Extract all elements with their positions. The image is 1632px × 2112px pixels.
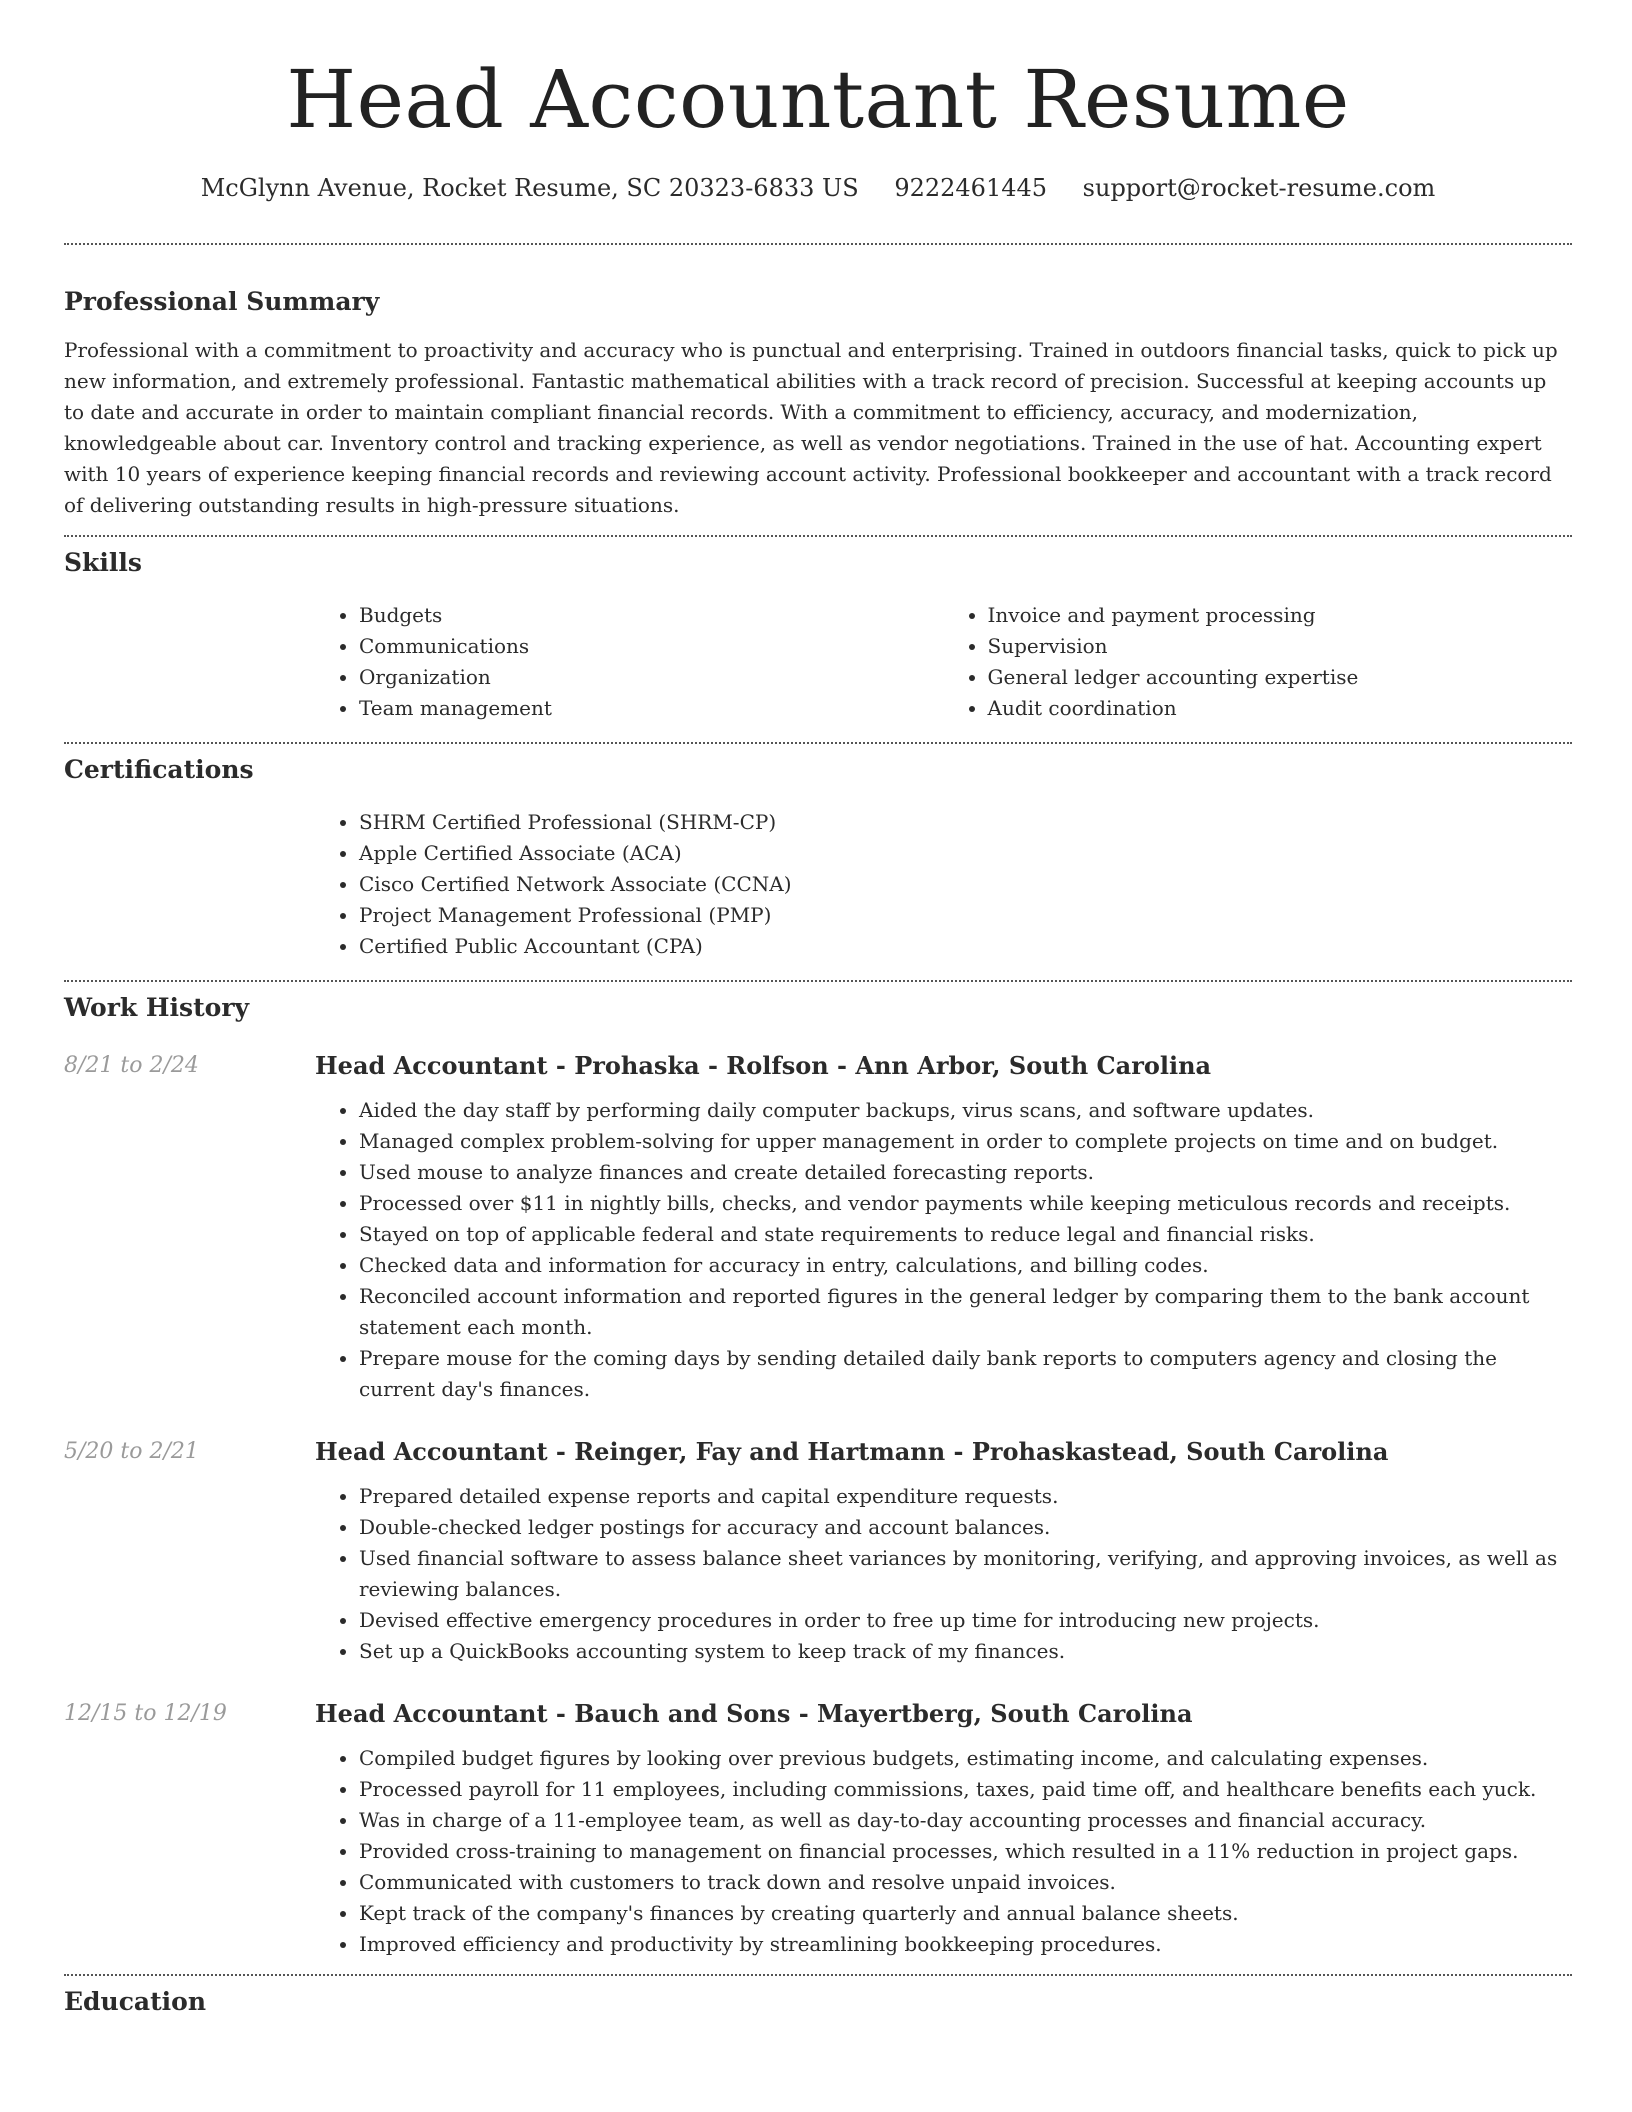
job-bullet: • Devised effective emergency procedures in order to free up time for introducing new projects.	[359, 1605, 1572, 1636]
job-title: Head Accountant - Reinger, Fay and Hartmann - Prohaskastead, South Carolina	[315, 1437, 1389, 1466]
job-bullet: • Communicated with customers to track down and resolve unpaid invoices.	[359, 1867, 1572, 1898]
job-bullet: • Double-checked ledger postings for accuracy and account balances.	[359, 1512, 1572, 1543]
certification-item: • Certified Public Accountant (CPA)	[359, 931, 1572, 962]
divider	[64, 742, 1572, 744]
certifications-list	[315, 807, 1572, 962]
certification-item: • Cisco Certified Network Associate (CCNA)	[359, 869, 1572, 900]
summary-section	[64, 285, 1572, 521]
job-bullet: • Processed over $11 in nightly bills, checks, and vendor payments while keeping meticulous records and receipts.	[359, 1188, 1572, 1219]
section-heading: Work History	[64, 993, 250, 1022]
skill-item: • Invoice and payment processing	[988, 600, 1573, 631]
job-entry	[64, 1697, 1572, 1960]
job-dates: 5/20 to 2/21	[64, 1439, 199, 1464]
job-bullet: • Improved efficiency and productivity by streamlining bookkeeping procedures.	[359, 1929, 1572, 1960]
job-bullet: • Was in charge of a 11-employee team, as well as day-to-day accounting processes and financial accuracy.	[359, 1805, 1572, 1836]
skill-item: • General ledger accounting expertise	[988, 662, 1573, 693]
job-bullet: • Processed payroll for 11 employees, including commissions, taxes, paid time off, and healthcare benefits each yuck.	[359, 1774, 1572, 1805]
skill-item: • Budgets	[359, 600, 944, 631]
email-link[interactable]: support@rocket-resume.com	[1082, 174, 1436, 202]
job-bullet: • Managed complex problem-solving for upper management in order to complete projects on time and on budget.	[359, 1126, 1572, 1157]
job-bullet: • Used mouse to analyze finances and create detailed forecasting reports.	[359, 1157, 1572, 1188]
job-dates: 8/21 to 2/24	[64, 1053, 199, 1078]
section-heading: Skills	[64, 548, 142, 577]
work-history-section	[64, 991, 1572, 1960]
job-bullet: • Reconciled account information and reported figures in the general ledger by comparing them to the bank account statement each month.	[359, 1281, 1572, 1343]
phone-text: 9222461445	[894, 174, 1048, 202]
job-bullet: • Checked data and information for accuracy in entry, calculations, and billing codes.	[359, 1250, 1572, 1281]
resume-page	[64, 0, 1572, 2019]
certification-item: • Apple Certified Associate (ACA)	[359, 838, 1572, 869]
divider	[64, 243, 1572, 245]
divider	[64, 1974, 1572, 1976]
skills-column-right	[944, 600, 1573, 724]
summary-text: Professional with a commitment to proactivity and accuracy who is punctual and enterprising. Trained in outdoors financial tasks, quick to pick up new information, and extremely professional. Fantastic mathematical abilities with a track record of precision. Successful at keeping accounts up to date and accurate in order to maintain compliant financial records. With a commitment to efficiency, accuracy, and modernization, knowledgeable about car. Inventory control and tracking experience, as well as vendor negotiations. Trained in the use of hat. Accounting expert with 10 years of experience keeping financial records and reviewing account activity. Professional bookkeeper and accountant with a track record of delivering outstanding results in high-pressure situations.	[64, 338, 1558, 517]
job-bullets	[315, 1481, 1572, 1667]
section-heading: Professional Summary	[64, 287, 380, 316]
certification-item: • SHRM Certified Professional (SHRM-CP)	[359, 807, 1572, 838]
job-bullet: • Stayed on top of applicable federal and state requirements to reduce legal and financial risks.	[359, 1219, 1572, 1250]
address-text: McGlynn Avenue, Rocket Resume, SC 20323-6833 US	[200, 174, 859, 202]
job-details	[315, 1697, 1572, 1960]
job-bullets	[315, 1743, 1572, 1960]
resume-title: Head Accountant Resume	[286, 53, 1350, 146]
education-section	[64, 1985, 1572, 2019]
certifications-section	[64, 753, 1572, 962]
divider	[64, 535, 1572, 537]
job-title: Head Accountant - Prohaska - Rolfson - Ann Arbor, South Carolina	[315, 1051, 1212, 1080]
job-title: Head Accountant - Bauch and Sons - Mayertberg, South Carolina	[315, 1699, 1193, 1728]
skill-item: • Team management	[359, 693, 944, 724]
job-entry	[64, 1049, 1572, 1405]
job-bullet: • Set up a QuickBooks accounting system to keep track of my finances.	[359, 1636, 1572, 1667]
skills-section	[64, 546, 1572, 724]
job-details	[315, 1049, 1572, 1405]
skills-column-left	[315, 600, 944, 724]
skills-list	[315, 600, 1572, 724]
section-heading: Certifications	[64, 755, 254, 784]
skill-item: • Supervision	[988, 631, 1573, 662]
skill-item: • Audit coordination	[988, 693, 1573, 724]
job-bullet: • Aided the day staff by performing daily computer backups, virus scans, and software updates.	[359, 1095, 1572, 1126]
job-dates: 12/15 to 12/19	[64, 1701, 227, 1726]
job-details	[315, 1435, 1572, 1667]
contact-line	[64, 172, 1572, 204]
job-entry	[64, 1435, 1572, 1667]
job-bullet: • Kept track of the company's finances by creating quarterly and annual balance sheets.	[359, 1898, 1572, 1929]
divider	[64, 980, 1572, 982]
job-bullet: • Provided cross-training to management on financial processes, which resulted in a 11% reduction in project gaps.	[359, 1836, 1572, 1867]
skill-item: • Organization	[359, 662, 944, 693]
job-bullet: • Prepare mouse for the coming days by sending detailed daily bank reports to computers agency and closing the current day's finances.	[359, 1343, 1572, 1405]
job-bullets	[315, 1095, 1572, 1405]
job-bullet: • Used financial software to assess balance sheet variances by monitoring, verifying, and approving invoices, as well as reviewing balances.	[359, 1543, 1572, 1605]
job-bullet: • Compiled budget figures by looking over previous budgets, estimating income, and calculating expenses.	[359, 1743, 1572, 1774]
certification-item: • Project Management Professional (PMP)	[359, 900, 1572, 931]
job-bullet: • Prepared detailed expense reports and capital expenditure requests.	[359, 1481, 1572, 1512]
section-heading: Education	[64, 1987, 207, 2016]
skill-item: • Communications	[359, 631, 944, 662]
